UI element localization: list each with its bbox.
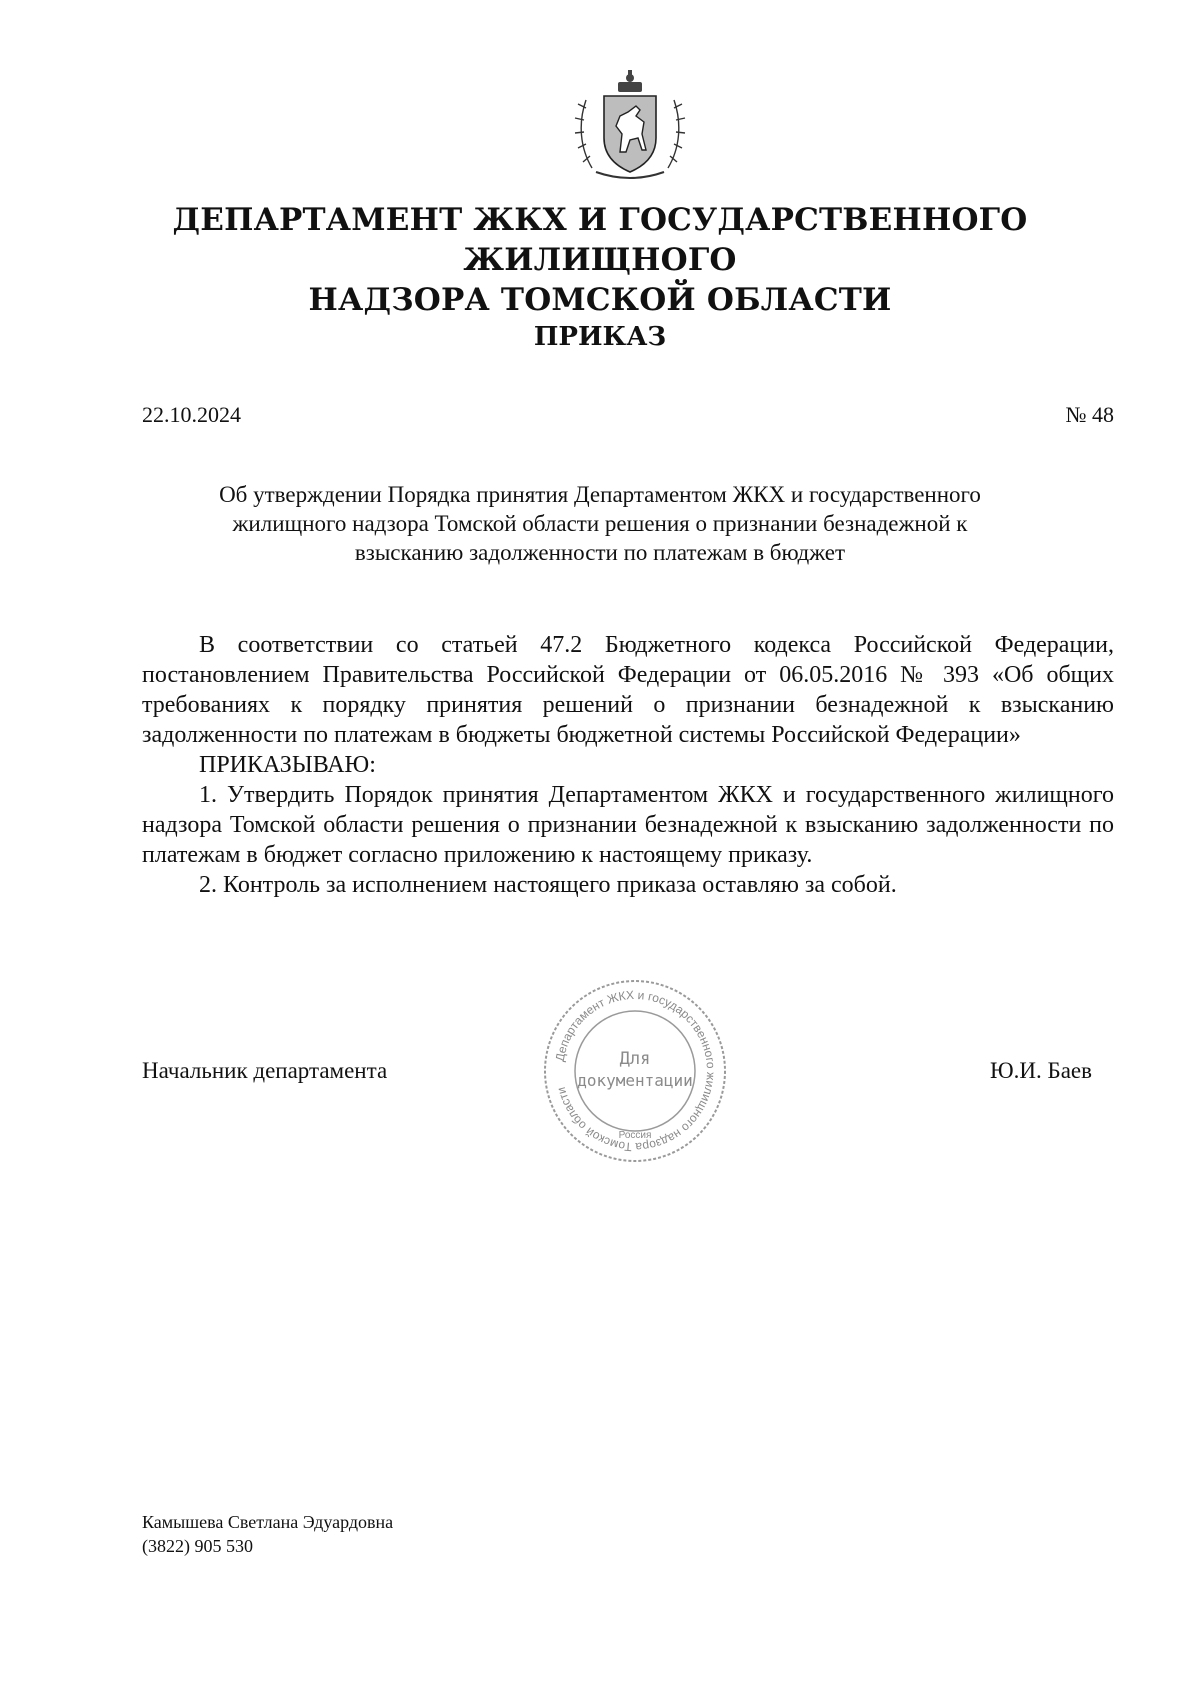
document-subject: [160, 480, 1040, 567]
order-item-1: 1. Утвердить Порядок принятия Департаментом ЖКХ и государственного жилищного надзора Томской области решения о признании безнадежной к взысканию задолженности по платежам в бюджет согласно приложению к настоящему приказу.: [142, 782, 1114, 868]
document-date: 22.10.2024: [142, 402, 241, 427]
stamp-center-line1: Для: [619, 1049, 651, 1069]
stamp-center-line2: документации: [577, 1071, 693, 1090]
department-title-line1: ДЕПАРТАМЕНТ ЖКХ И ГОСУДАРСТВЕННОГО ЖИЛИЩНОГО: [172, 202, 1028, 278]
subject-line3: взысканию задолженности по платежам в бюджет: [354, 540, 846, 565]
stamp-ring-text: Департамент ЖКХ и государственного жилищного надзора Томской области: [552, 987, 719, 1155]
order-item-2: 2. Контроль за исполнением настоящего приказа оставляю за собой.: [199, 872, 897, 898]
order-word: ПРИКАЗЫВАЮ:: [199, 752, 376, 778]
subject-line1: Об утверждении Порядка принятия Департаментом ЖКХ и государственного: [219, 482, 981, 507]
coat-of-arms-icon: [570, 68, 690, 188]
subject-line2: жилищного надзора Томской области решения о признании безнадежной к: [232, 511, 968, 536]
signer-name: Ю.И. Баев: [990, 1058, 1092, 1083]
signer-position: Начальник департамента: [142, 1058, 388, 1083]
preamble-paragraph: В соответствии со статьей 47.2 Бюджетного кодекса Российской Федерации, постановлением Правительства Российской Федерации от 06.05.2016 № 393 «Об общих требованиях к порядку принятия решений о признании безнадежной к взысканию задолженности по платежам в бюджеты бюджетной системы Российской Федерации»: [142, 632, 1114, 748]
document-number: № 48: [1065, 402, 1114, 427]
stamp-bottom-text: Россия: [618, 1130, 652, 1141]
signature-block: [142, 1058, 1092, 1094]
executor-info: [142, 1510, 393, 1558]
executor-name: Камышева Светлана Эдуардовна: [142, 1512, 394, 1532]
document-body: [142, 630, 1114, 900]
department-title-line2: НАДЗОРА ТОМСКОЙ ОБЛАСТИ: [308, 282, 892, 318]
document-type: ПРИКАЗ: [533, 322, 667, 352]
department-title: [140, 200, 1060, 320]
executor-phone: (3822) 905 530: [142, 1536, 253, 1556]
